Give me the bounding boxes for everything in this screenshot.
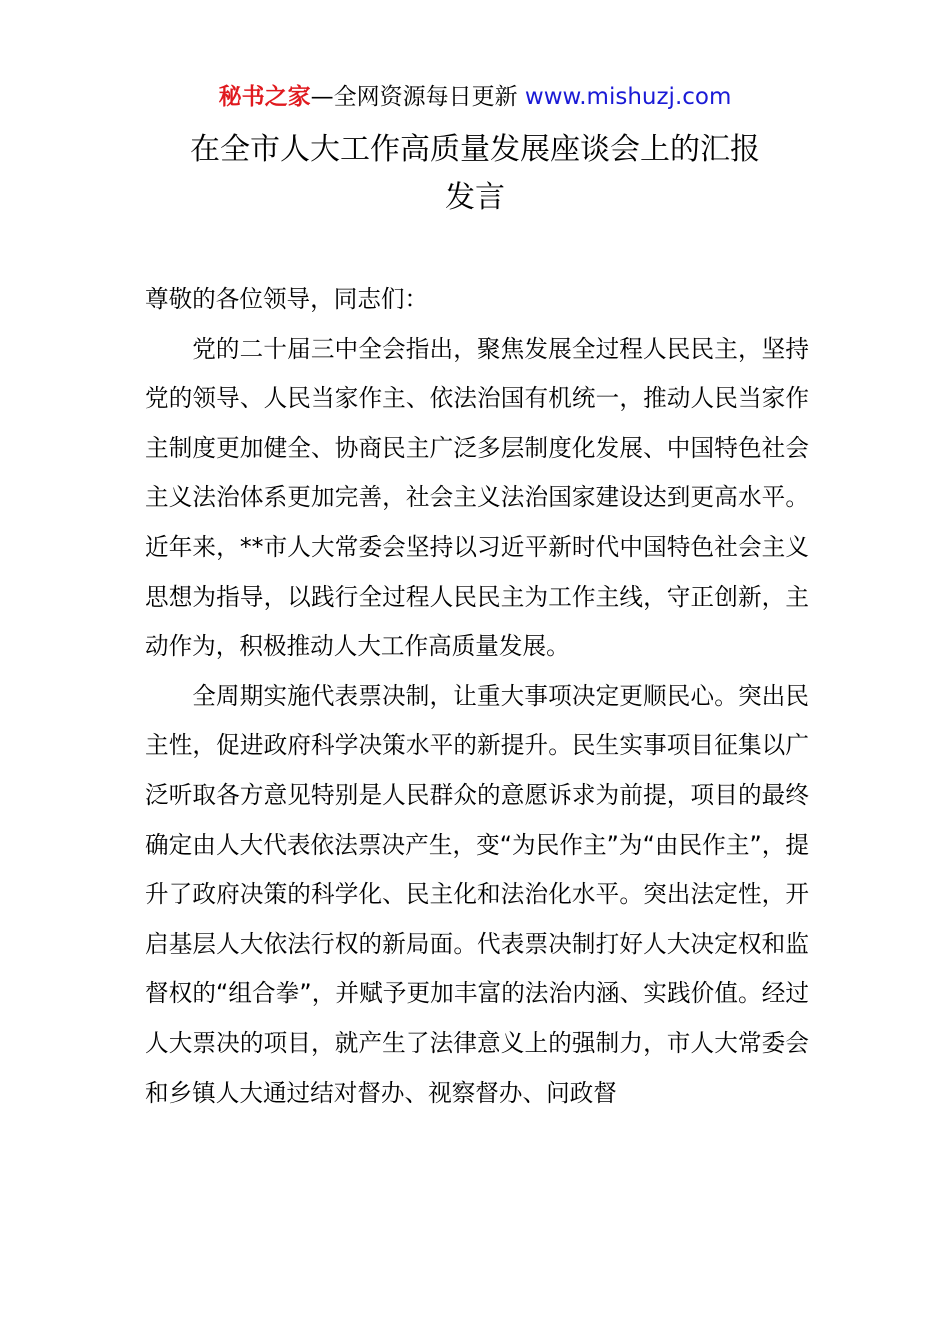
header-tagline: —全网资源每日更新 <box>310 84 518 110</box>
brand-name: 秘书之家 <box>218 84 311 110</box>
title-line-2: 发言 <box>445 180 505 215</box>
document-body <box>145 275 809 1118</box>
site-header <box>0 82 950 112</box>
site-url-link[interactable]: www.mishuzj.com <box>524 84 732 110</box>
paragraph-1: 党的二十届三中全会指出，聚焦发展全过程人民民主，坚持党的领导、人民当家作主、依法治国有机统一，推动人民当家作主制度更加健全、协商民主广泛多层制度化发展、中国特色社会主义法治体系更加完善，社会主义法治国家建设达到更高水平。近年来，**市人大常委会坚持以习近平新时代中国特色社会主义思想为指导，以践行全过程人民民主为工作主线，守正创新，主动作为，积极推动人大工作高质量发展。 <box>145 334 809 661</box>
salutation: 尊敬的各位领导，同志们： <box>145 285 429 313</box>
document-title <box>0 126 950 222</box>
title-line-1: 在全市人大工作高质量发展座谈会上的汇报 <box>190 132 760 167</box>
paragraph-2: 全周期实施代表票决制，让重大事项决定更顺民心。突出民主性，促进政府科学决策水平的新提升。民生实事项目征集以广泛听取各方意见特别是人民群众的意愿诉求为前提，项目的最终确定由人大代表依法票决产生，变“为民作主”为“由民作主”，提升了政府决策的科学化、民主化和法治化水平。突出法定性，开启基层人大依法行权的新局面。代表票决制打好人大决定权和监督权的“组合拳”，并赋予更加丰富的法治内涵、实践价值。经过人大票决的项目，就产生了法律意义上的强制力，市人大常委会和乡镇人大通过结对督办、视察督办、问政督 <box>145 681 809 1107</box>
